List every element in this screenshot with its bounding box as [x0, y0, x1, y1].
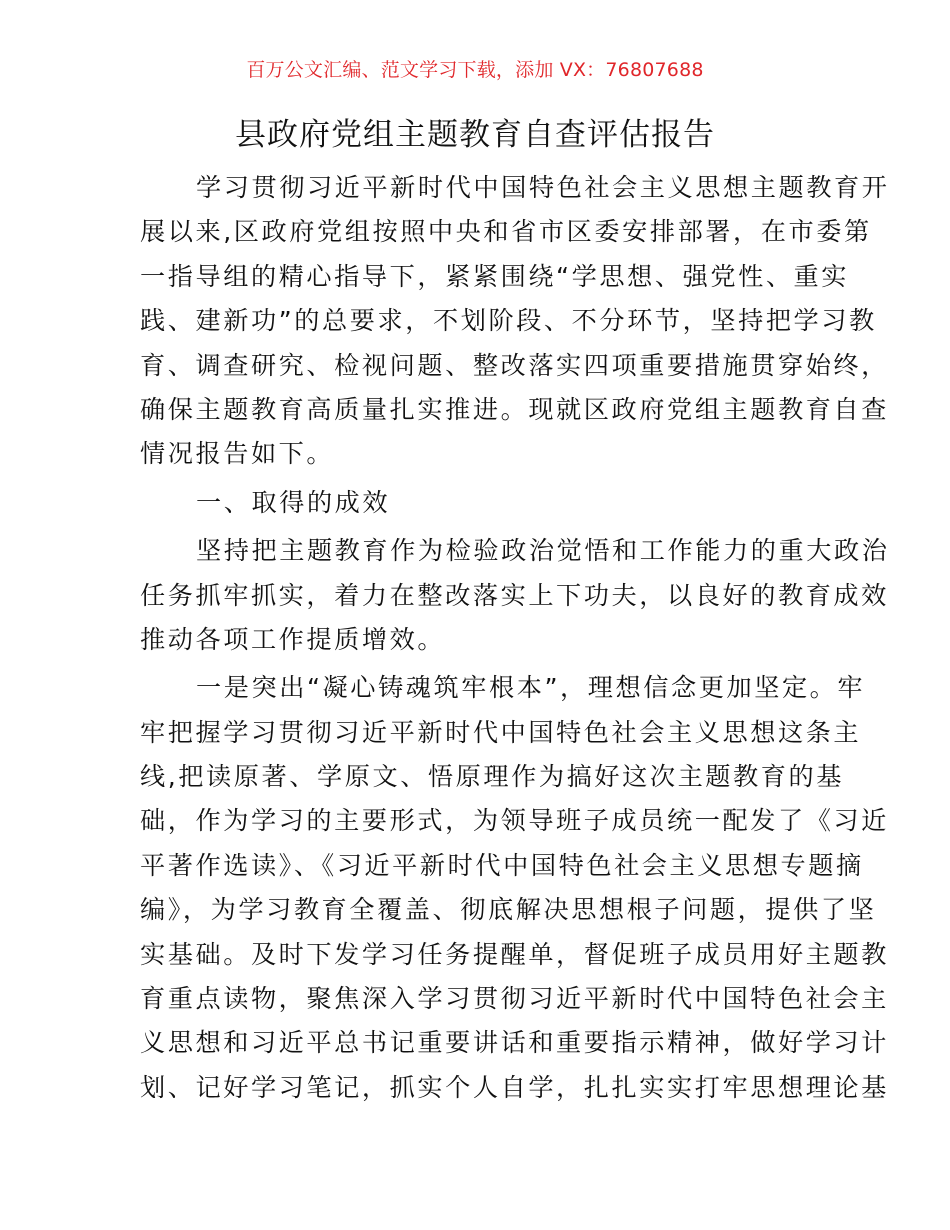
- document-title: 县政府党组主题教育自查评估报告: [235, 117, 715, 153]
- paragraph-point-one: [140, 666, 889, 1110]
- document-body: [140, 166, 890, 1110]
- text-line: 践、建新功”的总要求，不划阶段、不分环节，坚持把学习教: [140, 306, 877, 336]
- text-line: 线,把读原著、学原文、悟原理作为搞好这次主题教育的基: [140, 762, 844, 792]
- text-line: 学习贯彻习近平新时代中国特色社会主义思想主题教育开: [196, 173, 890, 202]
- paragraph-summary: [140, 529, 890, 662]
- section-heading: 一、取得的成效: [196, 487, 391, 517]
- paragraph-intro: [140, 166, 890, 477]
- text-line: 育重点读物，聚焦深入学习贯彻习近平新时代中国特色社会主: [140, 984, 889, 1014]
- text-line: 坚持把主题教育作为检验政治觉悟和工作能力的重大政治: [196, 536, 890, 566]
- text-line: 一指导组的精心指导下，紧紧围绕“学思想、强党性、重实: [140, 261, 850, 291]
- text-line: 实基础。及时下发学习任务提醒单，督促班子成员用好主题教: [140, 939, 889, 969]
- text-line: 确保主题教育高质量扎实推进。现就区政府党组主题教育自查: [140, 394, 889, 424]
- watermark-banner: 百万公文汇编、范文学习下载，添加 VX：76807688: [246, 59, 704, 81]
- text-line: 平著作选读》、《习近平新时代中国特色社会主义思想专题摘: [140, 850, 864, 880]
- text-line: 育、调查研究、检视问题、整改落实四项重要措施贯穿始终，: [140, 350, 889, 380]
- text-line: 展以来,区政府党组按照中央和省市区委安排部署，在市委第: [140, 217, 872, 247]
- text-line: 推动各项工作提质增效。: [140, 624, 446, 654]
- text-line: 编》，为学习教育全覆盖、彻底解决思想根子问题，提供了坚: [140, 895, 877, 925]
- text-line: 情况报告如下。: [140, 439, 335, 469]
- text-line: 础，作为学习的主要形式，为领导班子成员统一配发了《习近: [140, 806, 889, 836]
- section-heading-achievements: [140, 481, 812, 525]
- text-line: 一是突出“凝心铸魂筑牢根本”，理想信念更加坚定。牢: [196, 673, 866, 703]
- text-line: 牢把握学习贯彻习近平新时代中国特色社会主义思想这条主: [140, 717, 862, 747]
- text-line: 义思想和习近平总书记重要讲话和重要指示精神，做好学习计: [140, 1028, 889, 1058]
- text-line: 任务抓牢抓实，着力在整改落实上下功夫，以良好的教育成效: [140, 580, 889, 610]
- text-line: 划、记好学习笔记，抓实个人自学，扎扎实实打牢思想理论基: [140, 1072, 889, 1102]
